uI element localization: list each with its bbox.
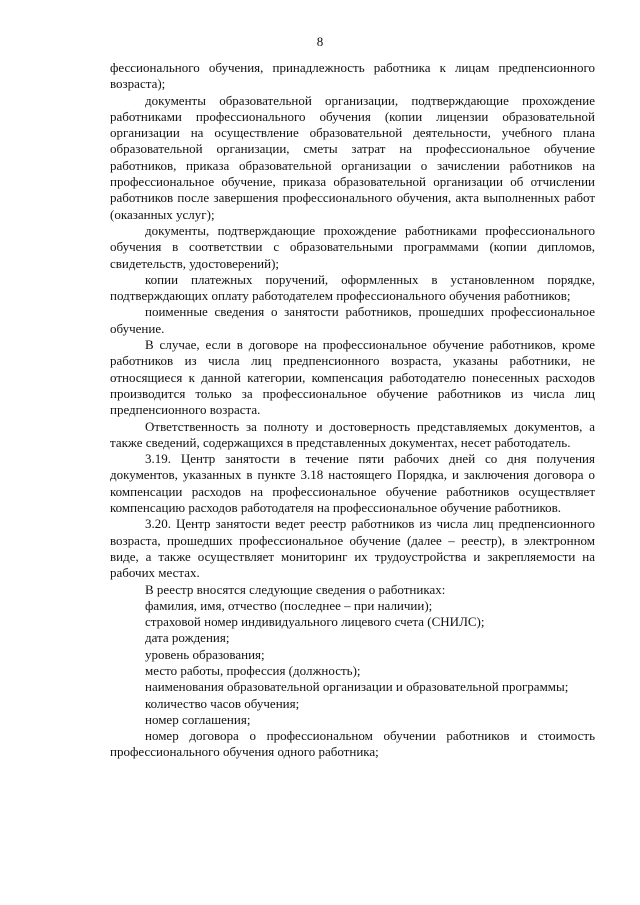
paragraph-12: дата рождения; (145, 630, 230, 646)
paragraph-9: В реестр вносятся следующие сведения о работниках: (145, 581, 446, 597)
paragraph-17: номер соглашения; (145, 711, 251, 727)
document-body (110, 60, 595, 761)
paragraph-11: страховой номер индивидуального лицевого счета (СНИЛС); (145, 614, 485, 630)
paragraph-10: фамилия, имя, отчество (последнее – при наличии); (145, 597, 433, 613)
paragraph-14: место работы, профессия (должность); (145, 662, 361, 678)
paragraph-1: документы образовательной организации, подтверждающие прохождение работниками профессионального обучения (копии лицензии образовательной организации на осуществление образовательной деятельности, учебного плана образовательной организации, сметы затрат на профессиональное обучение работников, приказа образовательной организации о зачислении работников на профессиональное обучение, приказа образовательной организации об отчислении работников после завершения профессионального обучения, акта выполненных работ (оказанных услуг); (110, 92, 595, 222)
paragraph-0: фессионального обучения, принадлежность работника к лицам предпенсионного возраста); (110, 60, 595, 92)
paragraph-2: документы, подтверждающие прохождение работниками профессионального обучения в соответствии с образовательными программами (копии дипломов, свидетельств, удостоверений); (110, 222, 595, 271)
paragraph-3: копии платежных поручений, оформленных в установленном порядке, подтверждающих оплату работодателем профессионального обучения работников; (110, 271, 595, 304)
page-number: 8 (316, 34, 324, 49)
paragraph-7: 3.19. Центр занятости в течение пяти рабочих дней со дня получения документов, указанных в пункте 3.18 настоящего Порядка, и заключения договора о компенсации расходов на профессиональное обучение работников осуществляет компенсацию расходов работодателя на профессиональное обучение работников. (110, 451, 595, 516)
paragraph-4: поименные сведения о занятости работников, прошедших профессиональное обучение. (110, 304, 595, 336)
paragraph-15: наименования образовательной организации и образовательной программы; (145, 679, 569, 695)
paragraph-6: Ответственность за полноту и достоверность представляемых документов, а также сведений, содержащихся в представленных документах, несет работодатель. (110, 418, 595, 450)
paragraph-18: номер договора о профессиональном обучении работников и стоимость профессионального обучения одного работника; (110, 728, 595, 760)
paragraph-5: В случае, если в договоре на профессиональное обучение работников, кроме работников из числа лиц предпенсионного возраста, указаны работники, не относящиеся к данной категории, компенсация работодателю понесенных расходов производится только за профессиональное обучение работников из числа лиц предпенсионного возраста. (110, 337, 595, 418)
paragraph-8: 3.20. Центр занятости ведет реестр работников из числа лиц предпенсионного возраста, прошедших профессиональное обучение (далее – реестр), в электронном виде, а также осуществляет мониторинг их трудоустройства и закрепляемости на рабочих местах. (110, 516, 595, 581)
paragraph-13: уровень образования; (145, 646, 265, 662)
paragraph-16: количество часов обучения; (145, 695, 300, 711)
